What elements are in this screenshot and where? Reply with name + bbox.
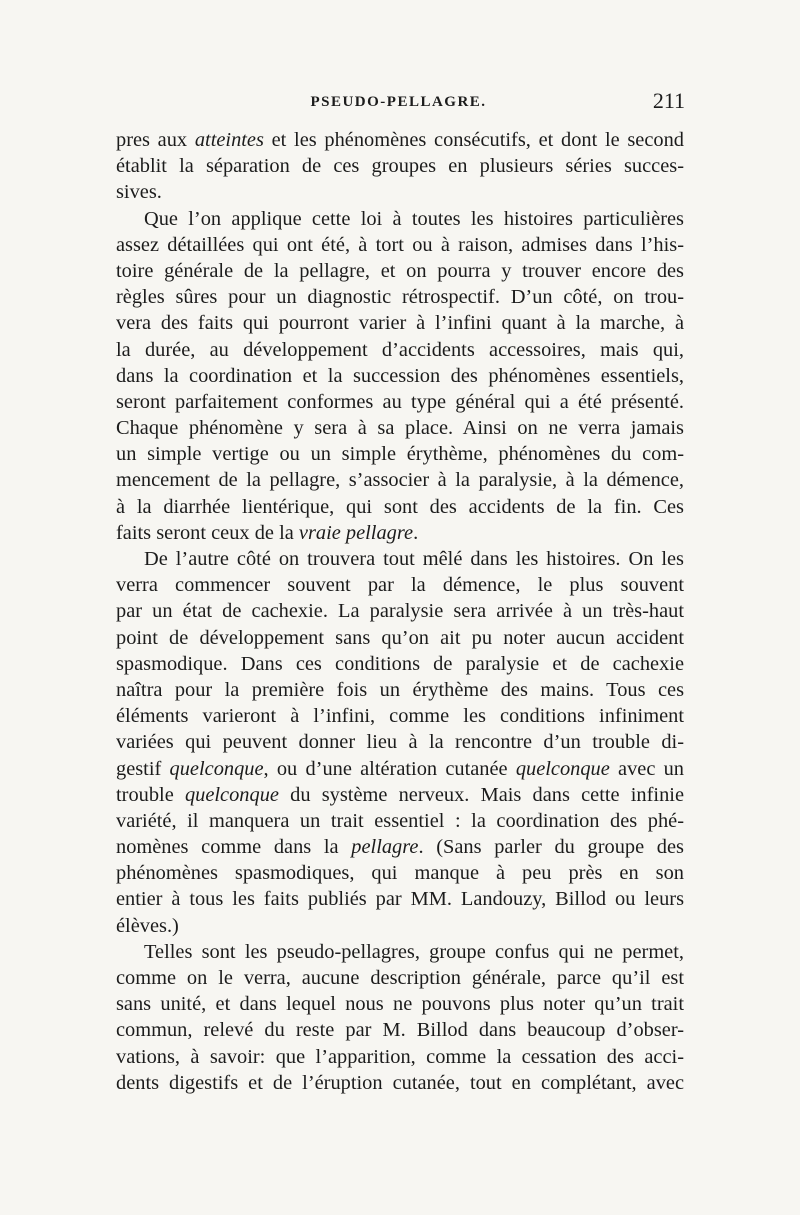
- running-head: [112, 88, 685, 118]
- text-run: comme on le verra, aucune description générale, parce qu’il est: [116, 967, 684, 989]
- text-run: variées qui peuvent donner lieu à la rencontre d’un trouble di-: [116, 731, 684, 754]
- text-run: et les phénomènes consécutifs, et dont le second: [263, 129, 684, 151]
- text-run: établit la séparation de ces groupes en plusieurs séries succes-: [116, 155, 684, 178]
- text-run: vations, à savoir: que l’apparition, comme la cessation des acci-: [116, 1045, 684, 1068]
- text-run: sans unité, et dans lequel nous ne pouvons plus noter qu’un trait: [116, 993, 684, 1016]
- text-line: [116, 834, 684, 860]
- body-text: [116, 127, 684, 1096]
- text-line: [116, 337, 684, 363]
- text-line: [116, 1070, 684, 1096]
- text-run: du système nerveux. Mais dans cette infinie: [278, 783, 684, 806]
- text-run: élèves.): [116, 914, 179, 937]
- text-run: vera des faits qui pourront varier à l’infini quant à la marche, à: [116, 312, 684, 335]
- text-line: [116, 127, 684, 153]
- text-line: [116, 258, 684, 284]
- text-line: [116, 729, 684, 755]
- text-run: un simple vertige ou un simple érythème, phénomènes du com-: [116, 443, 684, 466]
- text-run: spasmodique. Dans ces conditions de paralysie et de cachexie: [116, 652, 684, 675]
- text-run: par un état de cachexie. La paralysie sera arrivée à un très-haut: [116, 600, 684, 623]
- text-line: [116, 179, 684, 205]
- text-run: naîtra pour la première fois un érythème des mains. Tous ces: [116, 678, 684, 701]
- text-run: nomènes comme dans la: [116, 836, 352, 859]
- italic-run: atteintes: [194, 129, 264, 151]
- text-line: [116, 651, 684, 677]
- text-run: , ou d’une altération cutanée: [263, 757, 516, 780]
- text-line: [116, 363, 684, 389]
- text-run: pres aux: [116, 129, 195, 151]
- text-line: [116, 310, 684, 336]
- text-run: variété, il manquera un trait essentiel : la coordination des phé-: [116, 809, 684, 832]
- text-line: [116, 520, 684, 546]
- text-run: règles sûres pour un diagnostic rétrospectif. D’un côté, on trou-: [116, 286, 684, 309]
- text-line: [116, 1044, 684, 1070]
- text-run: trouble: [116, 783, 185, 806]
- text-run: entier à tous les faits publiés par MM. Landouzy, Billod ou leurs: [116, 888, 684, 911]
- italic-run: vraie pellagre: [298, 521, 414, 544]
- italic-run: quelconque: [169, 757, 264, 780]
- text-run: phénomènes spasmodiques, qui manque à peu près en son: [116, 862, 684, 885]
- text-run: avec un: [609, 757, 684, 780]
- italic-run: quelconque: [184, 783, 279, 806]
- text-line: [116, 886, 684, 912]
- text-run: dents digestifs et de l’éruption cutanée, tout en complétant, avec: [116, 1071, 684, 1094]
- text-line: [116, 939, 684, 965]
- text-line: [116, 598, 684, 624]
- italic-run: quelconque: [515, 757, 610, 780]
- text-run: De l’autre côté on trouvera tout mêlé dans les histoires. On les: [144, 548, 684, 570]
- text-run: faits seront ceux de la: [116, 521, 299, 544]
- text-line: [116, 782, 684, 808]
- text-line: [116, 546, 684, 572]
- text-line: [116, 284, 684, 310]
- text-line: [116, 389, 684, 415]
- text-run: dans la coordination et la succession des phénomènes essentiels,: [116, 364, 684, 387]
- text-run: Chaque phénomène y sera à sa place. Ainsi on ne verra jamais: [116, 417, 684, 440]
- text-run: . (Sans parler du groupe des: [418, 836, 684, 859]
- text-run: gestif: [116, 757, 170, 780]
- italic-run: pellagre: [351, 836, 419, 859]
- text-line: [116, 153, 684, 179]
- text-run: Telles sont les pseudo-pellagres, groupe confus qui ne permet,: [144, 940, 684, 963]
- text-line: [116, 860, 684, 886]
- text-run: mencement de la pellagre, s’associer à la paralysie, à la démence,: [116, 469, 684, 492]
- text-run: verra commencer souvent par la démence, le plus souvent: [116, 574, 684, 597]
- text-line: [116, 677, 684, 703]
- text-run: éléments varieront à l’infini, comme les conditions infiniment: [116, 705, 684, 728]
- text-line: [116, 913, 684, 939]
- text-line: [116, 808, 684, 834]
- text-run: seront parfaitement conformes au type général qui a été présenté.: [116, 390, 684, 413]
- text-line: [116, 1017, 684, 1043]
- text-line: [116, 756, 684, 782]
- text-run: point de développement sans qu’on ait pu noter aucun accident: [116, 626, 684, 649]
- text-run: commun, relevé du reste par M. Billod dans beaucoup d’obser-: [116, 1019, 684, 1042]
- text-line: [116, 991, 684, 1017]
- text-run: .: [413, 521, 419, 544]
- page-number: 211: [652, 88, 685, 113]
- text-run: la durée, au développement d’accidents accessoires, mais qui,: [116, 338, 684, 361]
- text-line: [116, 703, 684, 729]
- text-run: assez détaillées qui ont été, à tort ou à raison, admises dans l’his-: [116, 233, 684, 256]
- text-run: sives.: [116, 181, 162, 204]
- text-line: [116, 965, 684, 991]
- text-run: à la diarrhée lientérique, qui sont des accidents de la fin. Ces: [116, 495, 684, 518]
- text-line: [116, 441, 684, 467]
- text-line: [116, 572, 684, 598]
- text-line: [116, 467, 684, 493]
- text-line: [116, 625, 684, 651]
- text-line: [116, 206, 684, 232]
- text-run: Que l’on applique cette loi à toutes les histoires particulières: [144, 207, 684, 230]
- text-line: [116, 232, 684, 258]
- running-head-title: PSEUDO-PELLAGRE.: [310, 94, 487, 110]
- text-line: [116, 494, 684, 520]
- text-run: toire générale de la pellagre, et on pourra y trouver encore des: [116, 259, 684, 282]
- text-line: [116, 415, 684, 441]
